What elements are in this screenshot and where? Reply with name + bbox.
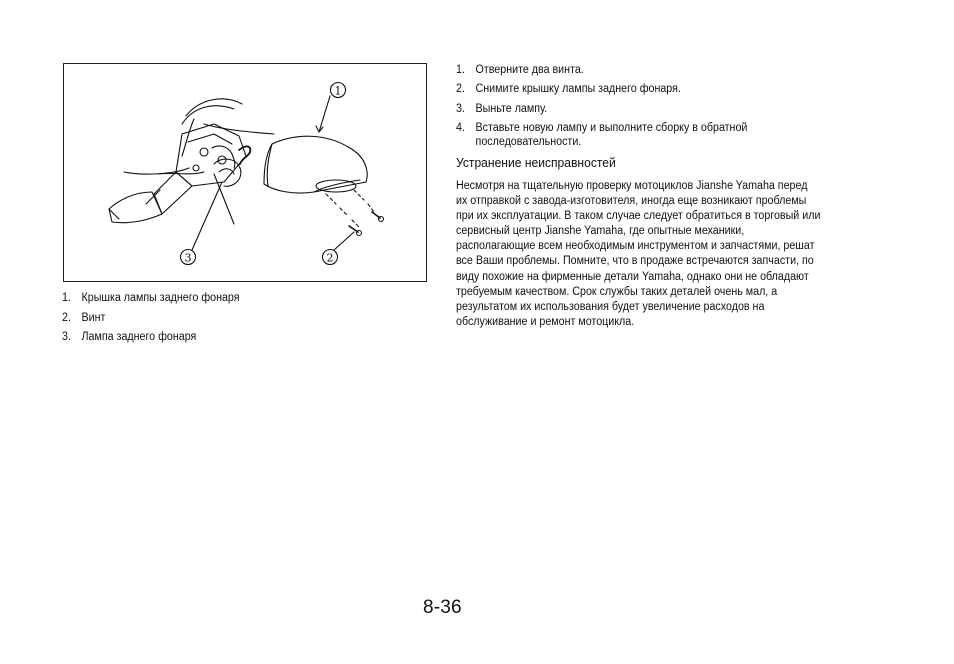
- step-item: [456, 119, 809, 153]
- step-text: Отверните два винта.: [475, 63, 584, 76]
- step-text: Вставьте новую лампу и выполните сборку в обратной последовательности.: [475, 122, 748, 148]
- procedure-steps: [456, 60, 809, 152]
- step-item: [456, 80, 809, 100]
- caption-text: Винт: [81, 311, 106, 324]
- step-number: 3.: [456, 102, 465, 115]
- step-item: [456, 60, 809, 80]
- caption-number: 2.: [62, 311, 71, 324]
- caption-item: [62, 328, 240, 348]
- step-text: Выньте лампу.: [475, 102, 548, 115]
- section-title: Устранение неисправностей: [456, 155, 616, 170]
- step-item: [456, 99, 809, 119]
- callout-2-label: 2: [326, 251, 334, 265]
- troubleshooting-paragraph: Несмотря на тщательную проверку мотоциклов Jianshe Yamaha перед их отправкой с завода-изготовителя, иногда еще возникают проблемы при их эксплуатации. В таком случае следует обратиться в торговый или сервисный центр Jianshe Yamaha, где опытные механики, располагающие всем необходимым инструментом и запчастями, решат все Ваши проблемы. Помните, что в продаже встречаются запчасти, по виду похожие на фирменные детали Yamaha, однако они не обладают требуемым качеством. Срок службы таких деталей очень мал, а результатом их использования будет увеличение расходов на обслуживание и ремонт мотоцикла.: [456, 180, 821, 328]
- figure-caption-list: [62, 289, 240, 348]
- caption-item: [62, 289, 240, 309]
- caption-text: Лампа заднего фонаря: [81, 331, 197, 343]
- caption-item: [62, 309, 240, 329]
- callout-1-label: 1: [334, 84, 342, 98]
- step-number: 2.: [456, 83, 465, 95]
- step-text: Снимите крышку лампы заднего фонаря.: [475, 83, 681, 95]
- step-number: 1.: [456, 63, 465, 76]
- caption-number: 1.: [62, 292, 71, 304]
- tail-lamp-drawing: [64, 64, 428, 283]
- caption-number: 3.: [62, 331, 71, 343]
- callout-3-label: 3: [184, 251, 192, 265]
- caption-text: Крышка лампы заднего фонаря: [81, 292, 240, 304]
- page-number: 8-36: [423, 597, 462, 618]
- step-number: 4.: [456, 122, 465, 134]
- tail-lamp-illustration: [63, 63, 427, 282]
